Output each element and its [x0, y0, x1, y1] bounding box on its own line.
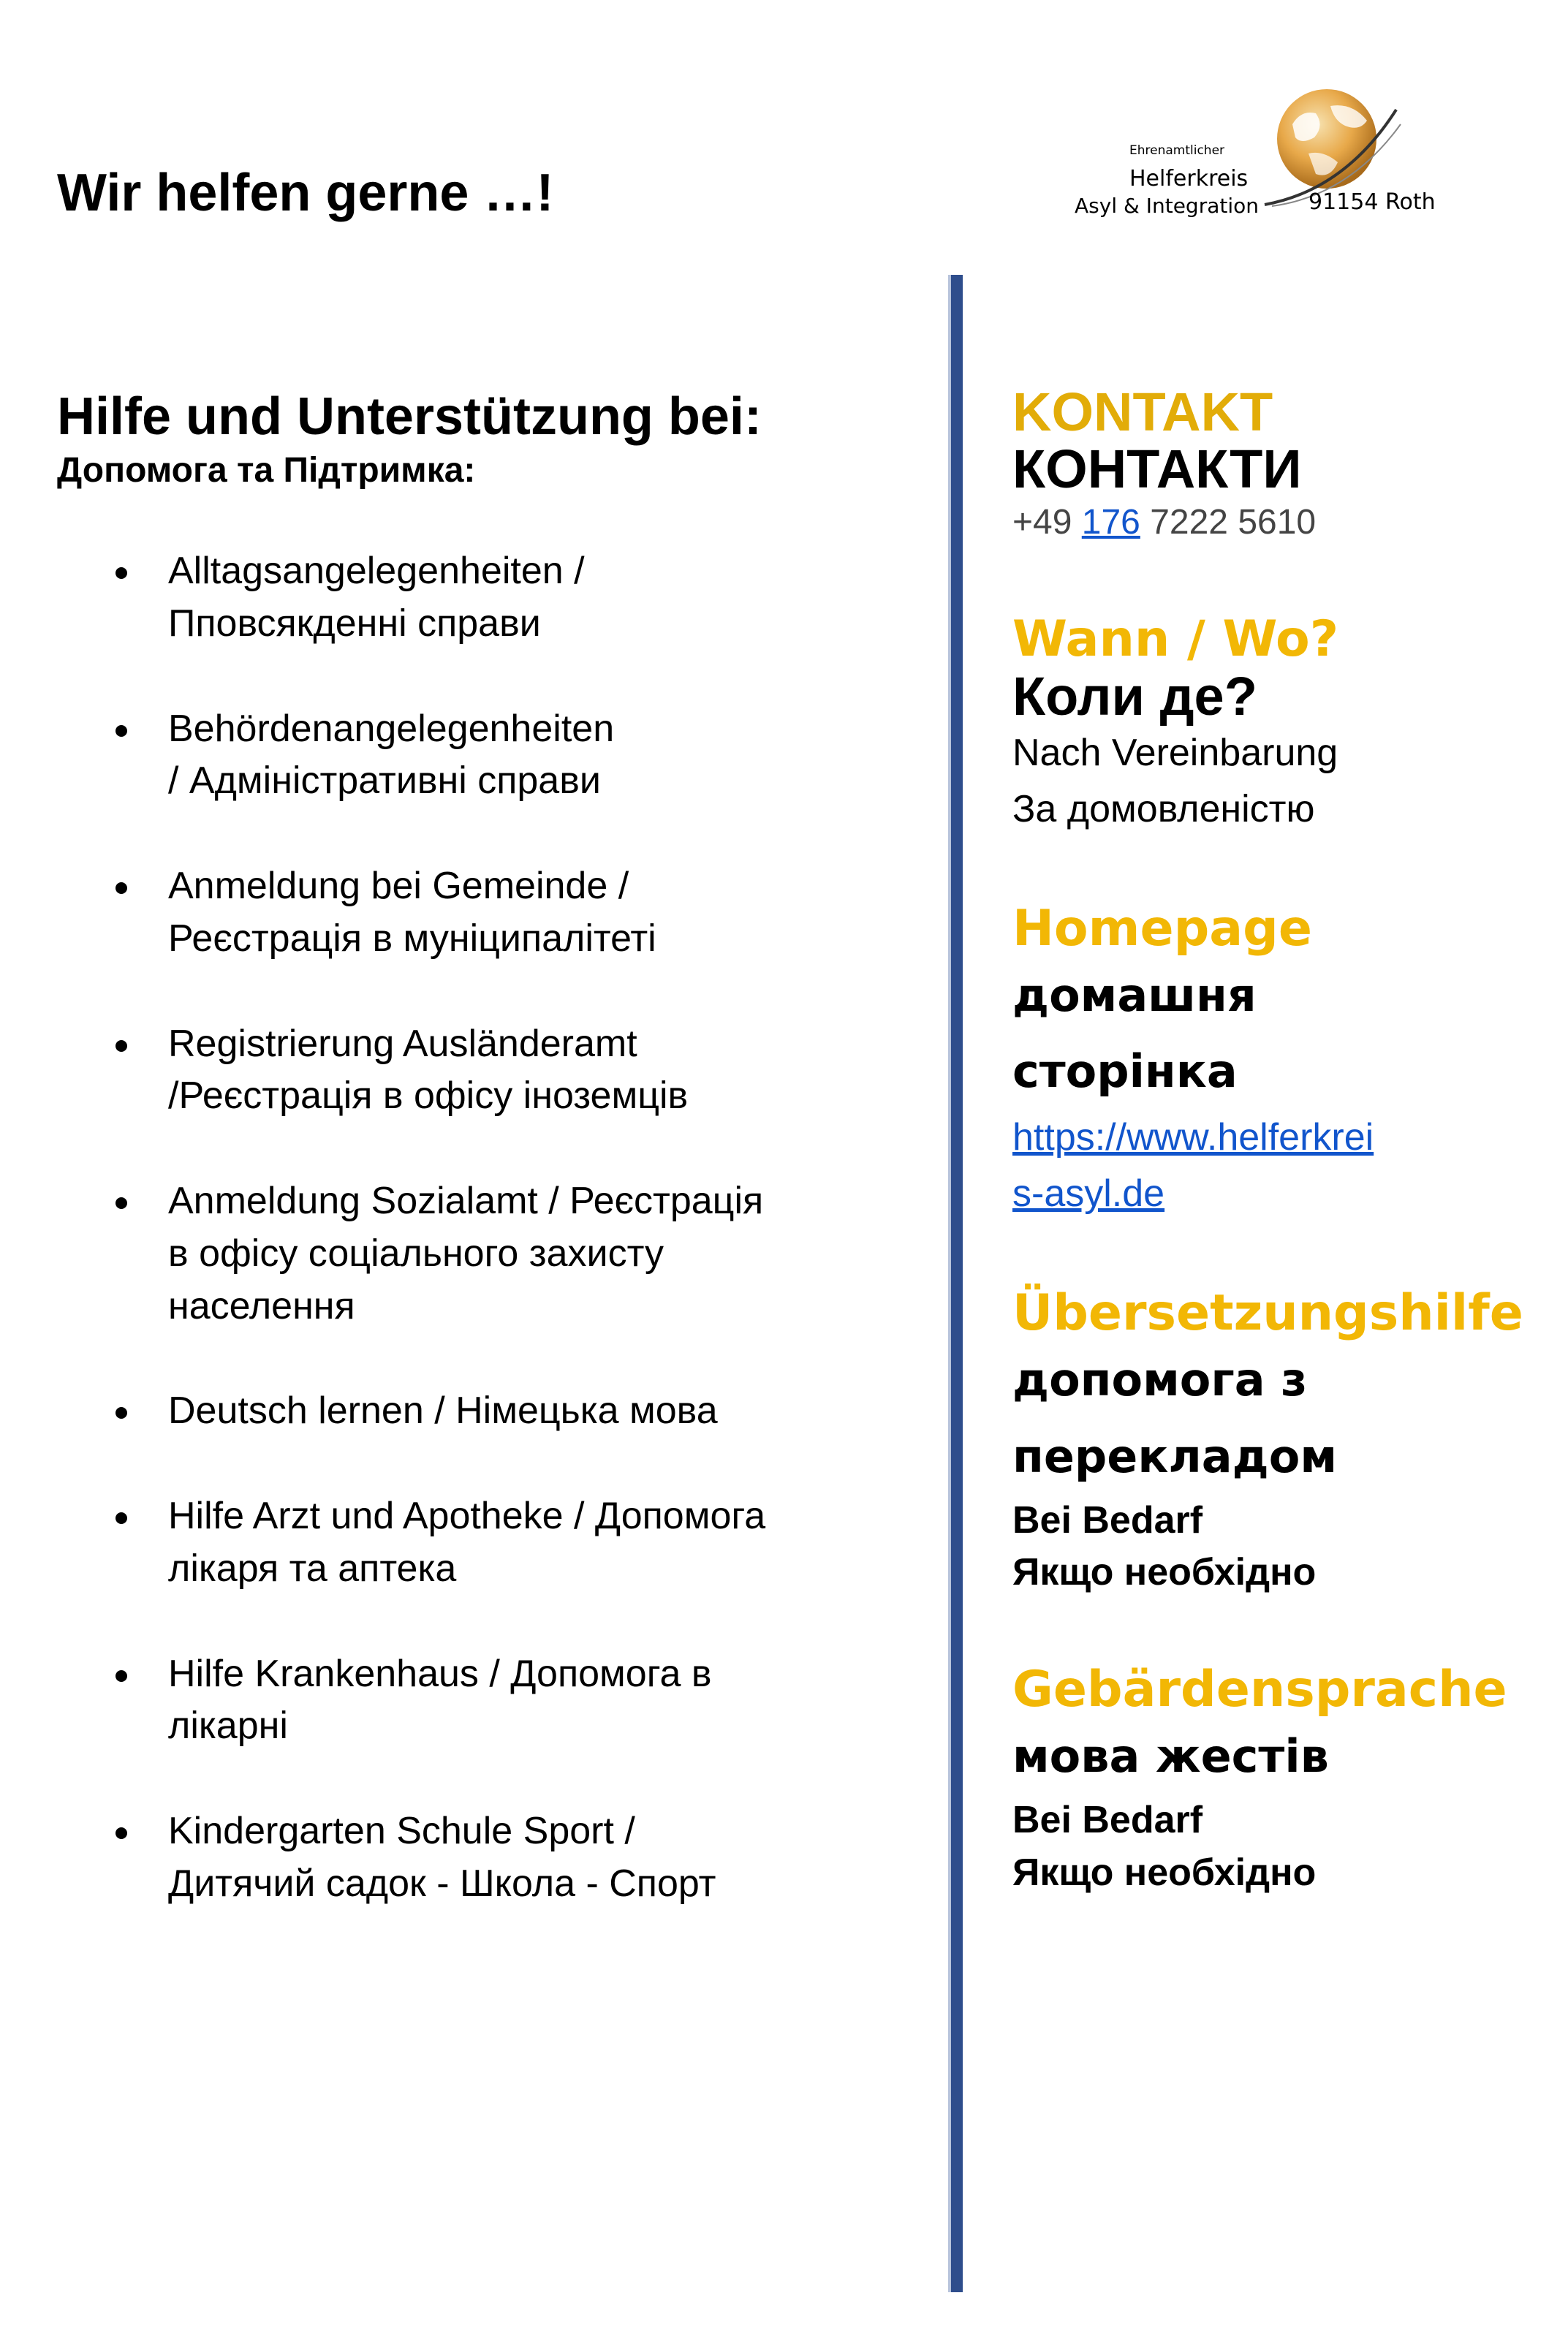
when-text: Nach Vereinbarung — [1012, 731, 1338, 774]
translation-title-uk-2: перекладом — [1012, 1429, 1337, 1483]
translation-text: Bei Bedarf — [1012, 1498, 1203, 1542]
logo-line-2: Helferkreis — [1129, 166, 1249, 192]
help-item-line: Реєстрація в муніципалітеті — [168, 917, 656, 960]
homepage-title-uk-2: сторінка — [1012, 1045, 1238, 1099]
help-item-line: Registrierung Ausländeramt — [168, 1022, 637, 1065]
help-list-item — [57, 860, 920, 966]
homepage-link-2[interactable]: s-asyl.de — [1012, 1172, 1165, 1216]
help-item-line: в офісу соціального захисту — [168, 1232, 664, 1275]
help-subheading: Допомога та Підтримка: — [57, 450, 476, 490]
help-item-line: /Реєстрація в офісу іноземців — [168, 1074, 689, 1118]
help-list-item — [57, 1805, 920, 1911]
homepage-block — [1012, 901, 1524, 1222]
homepage-link-1[interactable]: https://www.helferkrei — [1012, 1116, 1374, 1159]
help-item-line: Behördenangelegenheiten — [168, 707, 615, 750]
help-item-line: лікарні — [168, 1705, 288, 1748]
help-item-line: Kindergarten Schule Sport / — [168, 1810, 635, 1853]
logo-line-3: Asyl & Integration — [1075, 194, 1260, 218]
bullet-icon — [115, 1197, 127, 1209]
sign-language-title: Gebärdensprache — [1012, 1661, 1507, 1719]
bullet-icon — [115, 1512, 127, 1524]
bullet-icon — [115, 1040, 127, 1052]
info-column — [1012, 384, 1524, 1962]
help-list-item — [57, 1175, 920, 1332]
help-item-line: Дитячий садок - Школа - Спорт — [168, 1862, 716, 1905]
help-item-line: населення — [168, 1284, 355, 1327]
help-item-line: лікаря та аптека — [168, 1547, 457, 1590]
column-divider — [948, 275, 963, 2292]
help-heading: Hilfe und Unterstützung bei: — [57, 387, 762, 446]
bullet-icon — [115, 567, 127, 579]
help-list-item — [57, 1018, 920, 1123]
help-item-line: Hilfe Krankenhaus / Допомога в — [168, 1652, 712, 1695]
logo-city: 91154 Roth — [1308, 189, 1436, 215]
sign-language-block — [1012, 1661, 1524, 1899]
help-list-item — [57, 1385, 920, 1438]
help-item-line: Hilfe Arzt und Apotheke / Допомога — [168, 1495, 766, 1538]
bullet-icon — [115, 725, 127, 737]
help-item-line: / Адміністративні справи — [168, 759, 601, 803]
bullet-icon — [115, 1670, 127, 1682]
phone-prefix: +49 — [1012, 503, 1082, 542]
sign-language-title-uk: мова жестів — [1012, 1729, 1329, 1783]
translation-text-uk: Якщо необхідно — [1012, 1550, 1317, 1593]
help-list-item — [57, 1648, 920, 1754]
contact-title-uk: КОНТАКТИ — [1012, 438, 1302, 499]
sign-language-text: Bei Bedarf — [1012, 1799, 1203, 1842]
help-item-line: Anmeldung bei Gemeinde / — [168, 865, 629, 908]
contact-block — [1012, 384, 1524, 548]
when-title-uk: Коли де? — [1012, 666, 1257, 727]
help-item-line: Пповсякденні справи — [168, 602, 541, 645]
phone-number — [1012, 497, 1524, 548]
help-item-line: Deutsch lernen / Німецька мова — [168, 1390, 718, 1433]
help-list-item — [57, 1490, 920, 1596]
help-list-item — [57, 545, 920, 651]
when-text-uk: За домовленістю — [1012, 787, 1315, 830]
when-title: Wann / Wo? — [1012, 610, 1339, 668]
homepage-title: Homepage — [1012, 899, 1312, 958]
phone-area-link[interactable]: 176 — [1081, 503, 1140, 542]
help-item-line: Anmeldung Sozialamt / Реєстрація — [168, 1180, 764, 1223]
phone-rest: 7222 5610 — [1140, 503, 1317, 542]
bullet-icon — [115, 1407, 127, 1419]
page-headline: Wir helfen gerne …! — [57, 164, 554, 222]
sign-language-text-uk: Якщо необхідно — [1012, 1851, 1317, 1894]
translation-block — [1012, 1285, 1524, 1599]
translation-title-uk-1: допомога з — [1012, 1353, 1308, 1407]
help-section — [57, 387, 920, 1963]
help-item-line: Alltagsangelegenheiten / — [168, 550, 585, 593]
translation-title: Übersetzungshilfe — [1012, 1284, 1523, 1343]
homepage-title-uk-1: домашня — [1012, 968, 1257, 1022]
bullet-icon — [115, 882, 127, 894]
logo-line-1: Ehrenamtlicher — [1129, 143, 1225, 158]
when-block — [1012, 611, 1524, 838]
help-list-item — [57, 703, 920, 808]
helferkreis-logo — [1075, 80, 1455, 234]
help-list — [57, 545, 920, 1911]
contact-title: KONTAKT — [1012, 382, 1273, 442]
bullet-icon — [115, 1827, 127, 1839]
